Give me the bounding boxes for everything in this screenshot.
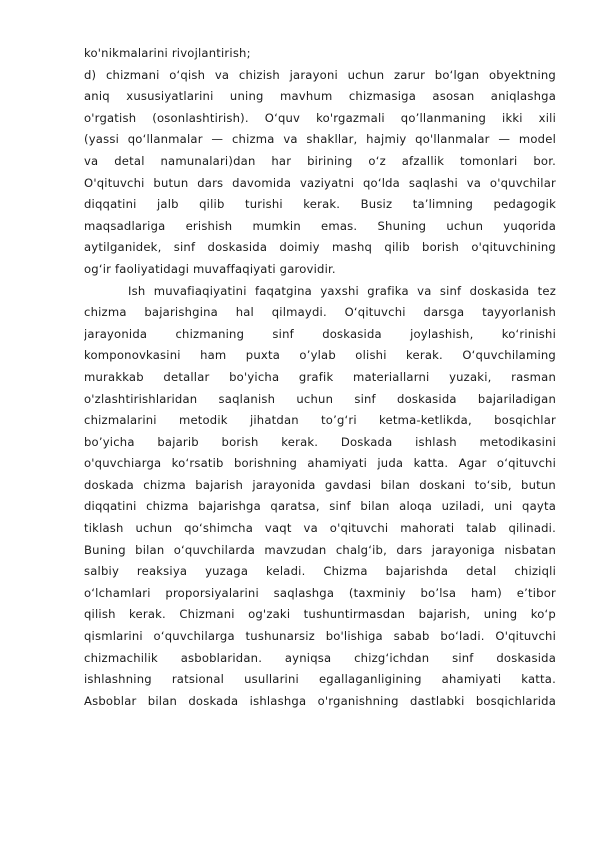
text-line: ishlashning ratsional usullarini egallaganligining ahamiyati katta. xyxy=(84,672,556,687)
text-line: maqsadlariga erishish mumkin emas. Shuning uchun yuqorida xyxy=(84,218,556,233)
text-line: (yassi qo‘llanmalar — chizma va shakllar, hajmiy qo'llanmalar — model xyxy=(84,132,556,147)
text-line: diqqatini jalb qilib turishi kerak. Busiz ta’limning pedagogik xyxy=(84,197,556,212)
text-line: chizma bajarishgina hal qilmaydi. O‘qituvchi darsga tayyorlanish xyxy=(84,305,556,320)
text-line: salbiy reaksiya yuzaga keladi. Chizma bajarishda detal chiziqli xyxy=(84,564,556,579)
text-line: bo’yicha bajarib borish kerak. Doskada ishlash metodikasini xyxy=(84,434,556,449)
text-line: doskada chizma bajarish jarayonida gavdasi bilan doskani to‘sib, butun xyxy=(84,477,556,492)
text-line: chizmalarini metodik jihatdan to’g‘ri ketma-ketlikda, bosqichlar xyxy=(84,413,556,428)
text-line: tiklash uchun qo‘shimcha vaqt va o'qituvchi mahorati talab qilinadi. xyxy=(84,521,556,536)
text-line: o'rgatish (osonlashtirish). O‘quv ko'rgazmali qo’llanmaning ikki xili xyxy=(84,110,556,125)
text-line: o'quvchiarga ko‘rsatib borishning ahamiyati juda katta. Agar o‘qituvchi xyxy=(84,456,556,471)
text-line: o‘lchamlari proporsiyalarini saqlashga (taxminiy bo’lsa ham) e’tibor xyxy=(84,585,556,600)
text-line: aniq xususiyatlarini uning mavhum chizmasiga asosan aniqlashga xyxy=(84,89,556,104)
document-body xyxy=(84,43,556,712)
text-line: komponovkasini ham puxta o’ylab olishi kerak. O‘quvchilaming xyxy=(84,348,556,363)
text-line: aytilganidek, sinf doskasida doimiy mashq qilib borish o'qituvchining xyxy=(84,240,556,255)
text-line: diqqatini chizma bajarishga qaratsa, sinf bilan aloqa uziladi, uni qayta xyxy=(84,499,556,514)
text-line: murakkab detallar bo'yicha grafik materiallarni yuzaki, rasman xyxy=(84,369,556,384)
text-line: Ish muvafiaqiyatini faqatgina yaxshi grafika va sinf doskasida tez xyxy=(128,283,556,298)
text-line: d) chizmani o‘qish va chizish jarayoni uchun zarur bo‘lgan obyektning xyxy=(84,67,556,82)
text-line: o'zlashtirishlaridan saqlanish uchun sinf doskasida bajariladigan xyxy=(84,391,556,406)
text-line: chizmachilik asboblaridan. ayniqsa chizg‘ichdan sinf doskasida xyxy=(84,650,556,665)
text-line: O'qituvchi butun dars davomida vaziyatni qo‘lda saqlashi va o'quvchilar xyxy=(84,175,556,190)
text-line: og‘ir faoliyatidagi muvaffaqiyati garovidir. xyxy=(84,261,336,276)
text-line: qismlarini o‘quvchilarga tushunarsiz bo'lishiga sabab bo‘ladi. O'qituvchi xyxy=(84,629,556,644)
text-line: Buning bilan o‘quvchilarda mavzudan chalg‘ib, dars jarayoniga nisbatan xyxy=(84,542,556,557)
text-line: ko'nikmalarini rivojlantirish; xyxy=(84,46,251,60)
text-line: Asboblar bilan doskada ishlashga o'rganishning dastlabki bosqichlarida xyxy=(84,693,556,708)
text-line: va detal namunalari)dan har birining o‘z afzallik tomonlari bor. xyxy=(84,153,556,168)
text-line: jarayonida chizmaning sinf doskasida joylashish, ko‘rinishi xyxy=(84,326,556,341)
text-line: qilish kerak. Chizmani og'zaki tushuntirmasdan bajarish, uning ko‘p xyxy=(84,607,556,622)
